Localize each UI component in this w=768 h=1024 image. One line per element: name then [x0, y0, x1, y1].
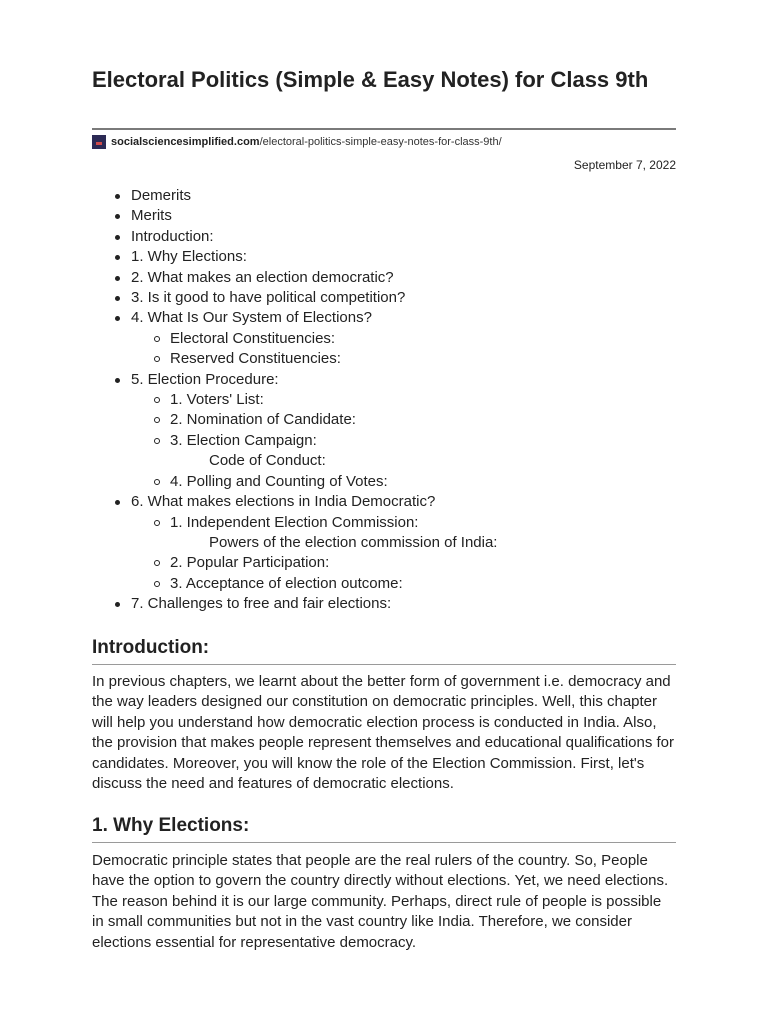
page-title: Electoral Politics (Simple & Easy Notes) for Class 9th: [92, 67, 649, 92]
toc-item[interactable]: Introduction:: [92, 227, 676, 247]
toc-item[interactable]: Merits: [92, 206, 676, 226]
toc-subsubitem[interactable]: Powers of the election commission of India:: [209, 533, 498, 551]
title-divider: [92, 128, 676, 130]
toc-item[interactable]: 4. What Is Our System of Elections?: [92, 308, 676, 328]
source-domain: socialsciencesimplified.com: [111, 136, 260, 148]
section-heading-introduction: Introduction:: [92, 637, 210, 658]
toc-subitem[interactable]: 1. Independent Election Commission:: [92, 513, 676, 533]
toc-item[interactable]: 6. What makes elections in India Democratic?: [92, 492, 676, 512]
toc-item[interactable]: Demerits: [92, 186, 676, 206]
publish-date: September 7, 2022: [573, 158, 676, 172]
source-link[interactable]: [92, 134, 502, 150]
toc-subsubitem[interactable]: Code of Conduct:: [209, 452, 326, 470]
source-path: /electoral-politics-simple-easy-notes-for-class-9th/: [259, 136, 502, 148]
section-heading-why-elections: 1. Why Elections:: [92, 815, 250, 836]
toc-item[interactable]: 3. Is it good to have political competition?: [92, 288, 676, 308]
site-logo-icon: [92, 135, 106, 149]
toc-subitem[interactable]: 2. Nomination of Candidate:: [92, 410, 676, 430]
toc-subitem[interactable]: Electoral Constituencies:: [92, 329, 676, 349]
toc-subitem[interactable]: 1. Voters' List:: [92, 390, 676, 410]
section-divider: [92, 842, 676, 843]
toc-subitem[interactable]: 4. Polling and Counting of Votes:: [92, 472, 676, 492]
toc-item[interactable]: 2. What makes an election democratic?: [92, 268, 676, 288]
toc-subitem[interactable]: 3. Acceptance of election outcome:: [92, 574, 676, 594]
section-divider: [92, 664, 676, 665]
toc-item[interactable]: 5. Election Procedure:: [92, 370, 676, 390]
introduction-paragraph: In previous chapters, we learnt about the better form of government i.e. democracy and the way leaders designed our constitution on democratic principles. Well, this chapter will help you understand how democratic election process is conducted in India. Also, the provision that makes people represent themselves and educational qualifications for candidates. Moreover, you will know the role of the Election Commission. First, let's discuss the need and features of democratic elections.: [92, 673, 675, 793]
table-of-contents: [92, 186, 676, 615]
why-elections-paragraph: Democratic principle states that people are the real rulers of the country. So, People have the option to govern the country directly without elections. Yet, we need elections. The reason behind it is our large community. Perhaps, direct rule of people is possible in small communities but not in the vast country like India. Therefore, we consider elections essential for representative democracy.: [92, 852, 669, 951]
toc-item[interactable]: 1. Why Elections:: [92, 247, 676, 267]
toc-subitem[interactable]: Reserved Constituencies:: [92, 349, 676, 369]
toc-item[interactable]: 7. Challenges to free and fair elections:: [92, 594, 676, 614]
toc-subitem[interactable]: 2. Popular Participation:: [92, 553, 676, 573]
toc-subitem[interactable]: 3. Election Campaign:: [92, 431, 676, 451]
